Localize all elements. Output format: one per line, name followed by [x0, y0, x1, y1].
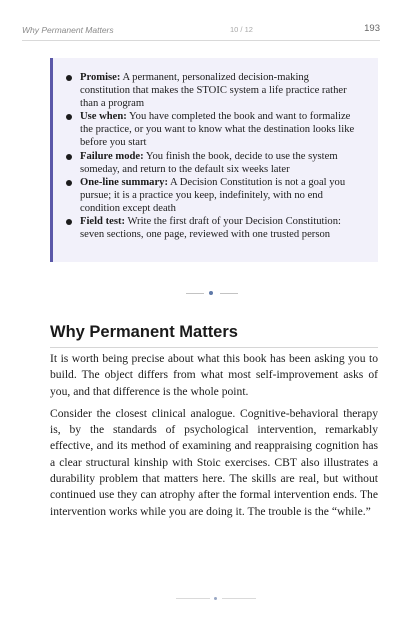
page-number: 193 — [364, 23, 380, 34]
ornament-dot-icon — [209, 291, 213, 295]
running-header — [22, 22, 380, 36]
chapter-progress: 10 / 12 — [230, 25, 253, 34]
summary-label: Field test: — [80, 216, 126, 228]
summary-item-use-when — [66, 110, 360, 149]
summary-item-promise — [66, 71, 360, 110]
running-header-title: Why Permanent Matters — [22, 25, 114, 35]
body-text — [50, 351, 378, 526]
heading-divider — [50, 347, 378, 348]
summary-label: Promise: — [80, 72, 121, 83]
bullet-icon — [66, 180, 72, 186]
summary-text: A Decision Constitution is not a goal you pursue; it is a practice you keep, indefinitely, with no end condition except death — [80, 176, 346, 214]
summary-item-failure-mode — [66, 150, 360, 176]
summary-text: Write the first draft of your Decision Constitution: seven sections, one page, reviewed with one trusted person — [80, 216, 341, 241]
footer-ornament — [176, 596, 256, 602]
summary-item-one-line-summary — [66, 176, 360, 215]
header-divider — [22, 40, 380, 41]
summary-text: You finish the book, decide to use the system someday, and return to the default six weeks later — [80, 150, 338, 175]
summary-list — [66, 71, 360, 241]
summary-text: You have completed the book and want to formalize the practice, or you want to know what the destination looks like before you start — [80, 111, 355, 149]
bullet-icon — [66, 114, 72, 120]
body-paragraph: It is worth being precise about what this book has been asking you to build. The object differs from what most self-improvement asks of you, and that difference is the whole point. — [50, 352, 378, 398]
summary-text: A permanent, personalized decision-making constitution that makes the STOIC system a life practice rather than a program — [80, 72, 347, 110]
bullet-icon — [66, 75, 72, 81]
summary-label: Use when: — [80, 111, 127, 123]
summary-item-field-test — [66, 215, 360, 241]
footer-dot-icon — [214, 597, 217, 600]
section-heading: Why Permanent Matters — [50, 323, 238, 341]
body-paragraph: Consider the closest clinical analogue. Cognitive-behavioral therapy is, by the standards of psychological intervention, remarkably effective, and its method of examining and reappraising cognition has a clear structural kinship with Stoic exercises. CBT also illustrates a durability problem that matters here. The skills are real, but without continued use they can atrophy after the formal intervention ends. The intervention works while you are doing it. The trouble is the “while.” — [50, 406, 378, 518]
bullet-icon — [66, 219, 72, 225]
chapter-summary-box — [50, 58, 378, 262]
bullet-icon — [66, 154, 72, 160]
summary-label: Failure mode: — [80, 150, 144, 162]
section-ornament — [186, 290, 238, 298]
summary-label: One-line summary: — [80, 176, 168, 188]
